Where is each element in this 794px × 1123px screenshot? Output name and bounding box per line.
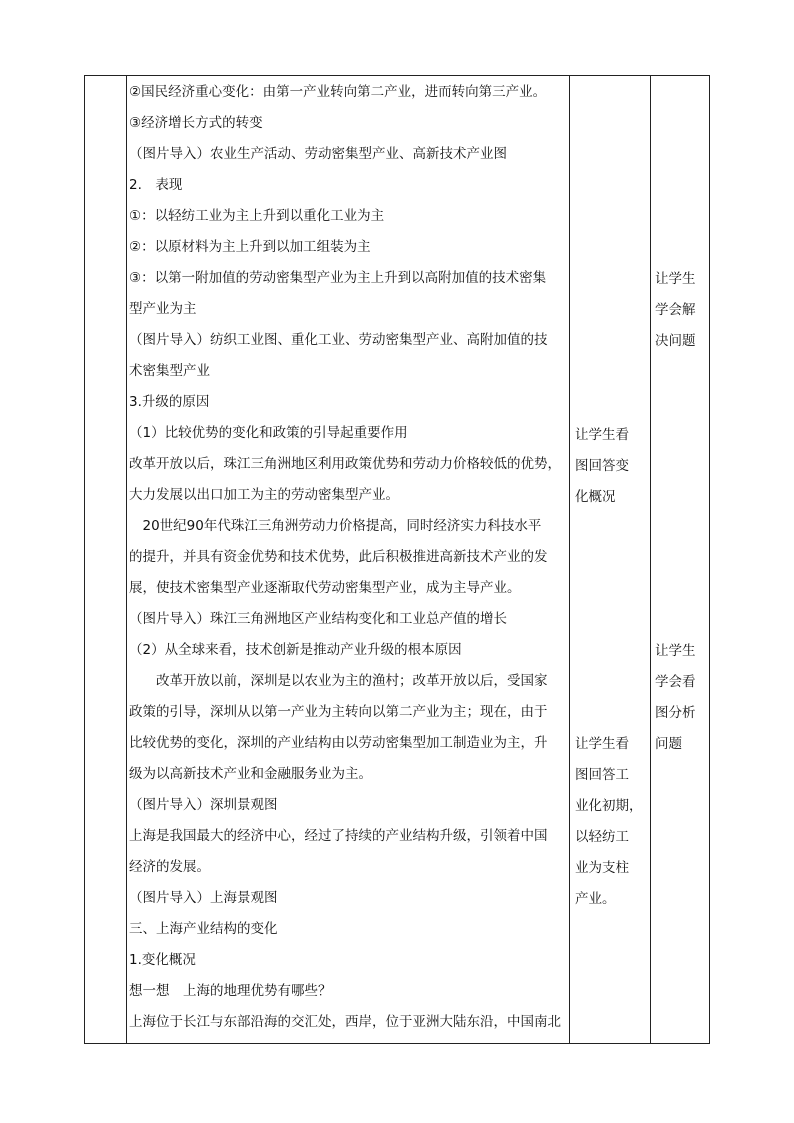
content-line: ②：以原材料为主上升到以加工组装为主 (129, 239, 371, 255)
student-activity-line: 化概况 (575, 489, 616, 505)
content-line: （图片导入）农业生产活动、劳动密集型产业、高新技术产业图 (129, 146, 507, 162)
content-line: 的提升，并具有资金优势和技术优势，此后积极推进高新技术产业的发 (129, 549, 548, 565)
content-line: ①：以轻纺工业为主上升到以重化工业为主 (129, 208, 385, 224)
content-line: 改革开放以后，珠江三角洲地区利用政策优势和劳动力价格较低的优势， (129, 456, 561, 472)
content-line: 1.变化概况 (129, 952, 196, 968)
content-line: ③：以第一附加值的劳动密集型产业为主上升到以高附加值的技术密集 (129, 270, 547, 286)
content-line: 上海位于长江与东部沿海的交汇处，西岸，位于亚洲大陆东沿，中国南北 (129, 1014, 561, 1030)
student-activity-line: 业为支柱 (575, 860, 629, 876)
student-activity-line: 让学生看 (575, 427, 629, 443)
content-line: 改革开放以前，深圳是以农业为主的渔村；改革开放以后，受国家 (129, 673, 548, 689)
design-intent-line: 学会解 (655, 302, 696, 318)
student-activity-line: 图回答工 (575, 767, 629, 783)
design-intent-line: 学会看 (655, 674, 696, 690)
content-line: 展，使技术密集型产业逐渐取代劳动密集型产业，成为主导产业。 (129, 580, 521, 596)
content-line: （图片导入）深圳景观图 (129, 797, 278, 813)
student-activity-line: 业化初期， (575, 798, 643, 814)
content-line: 3.升级的原因 (129, 394, 210, 410)
content-line: ③经济增长方式的转变 (129, 115, 263, 131)
content-line: （图片导入）纺织工业图、重化工业、劳动密集型产业、高附加值的技 (129, 332, 548, 348)
content-line: 比较优势的变化，深圳的产业结构由以劳动密集型加工制造业为主，升 (129, 735, 548, 751)
content-line: （1）比较优势的变化和政策的引导起重要作用 (129, 425, 408, 441)
content-line: ②国民经济重心变化：由第一产业转向第二产业，进而转向第三产业。 (129, 84, 547, 100)
teaching-content-cell (129, 76, 565, 1043)
column-divider (569, 76, 570, 1043)
content-line: 大力发展以出口加工为主的劳动密集型产业。 (129, 487, 399, 503)
design-intent-line: 让学生 (655, 643, 696, 659)
student-activity-line: 图回答变 (575, 458, 629, 474)
column-divider (126, 76, 127, 1043)
lesson-plan-table (84, 75, 710, 1044)
content-line: 经济的发展。 (129, 859, 210, 875)
column-divider (650, 76, 651, 1043)
content-line: 想一想 上海的地理优势有哪些？ (129, 983, 332, 999)
design-intent-line: 决问题 (655, 333, 696, 349)
design-intent-line: 让学生 (655, 271, 696, 287)
content-line: 上海是我国最大的经济中心，经过了持续的产业结构升级，引领着中国 (129, 828, 548, 844)
content-line: （图片导入）上海景观图 (129, 890, 278, 906)
content-line: 20世纪90年代珠江三角洲劳动力价格提高，同时经济实力科技水平 (129, 518, 542, 534)
content-line: （图片导入）珠江三角洲地区产业结构变化和工业总产值的增长 (129, 611, 507, 627)
student-activity-line: 以轻纺工 (575, 829, 629, 845)
design-intent-line: 图分析 (655, 705, 696, 721)
content-line: 级为以高新技术产业和金融服务业为主。 (129, 766, 372, 782)
student-activity-line: 让学生看 (575, 736, 629, 752)
content-line: 政策的引导，深圳从以第一产业为主转向以第二产业为主；现在，由于 (129, 704, 548, 720)
content-line: 三、上海产业结构的变化 (129, 921, 278, 937)
content-line: 术密集型产业 (129, 363, 210, 379)
content-line: 2. 表现 (129, 177, 183, 193)
design-intent-line: 问题 (655, 736, 682, 752)
content-line: 型产业为主 (129, 301, 197, 317)
student-activity-line: 产业。 (575, 891, 616, 907)
content-line: （2）从全球来看，技术创新是推动产业升级的根本原因 (129, 642, 462, 658)
